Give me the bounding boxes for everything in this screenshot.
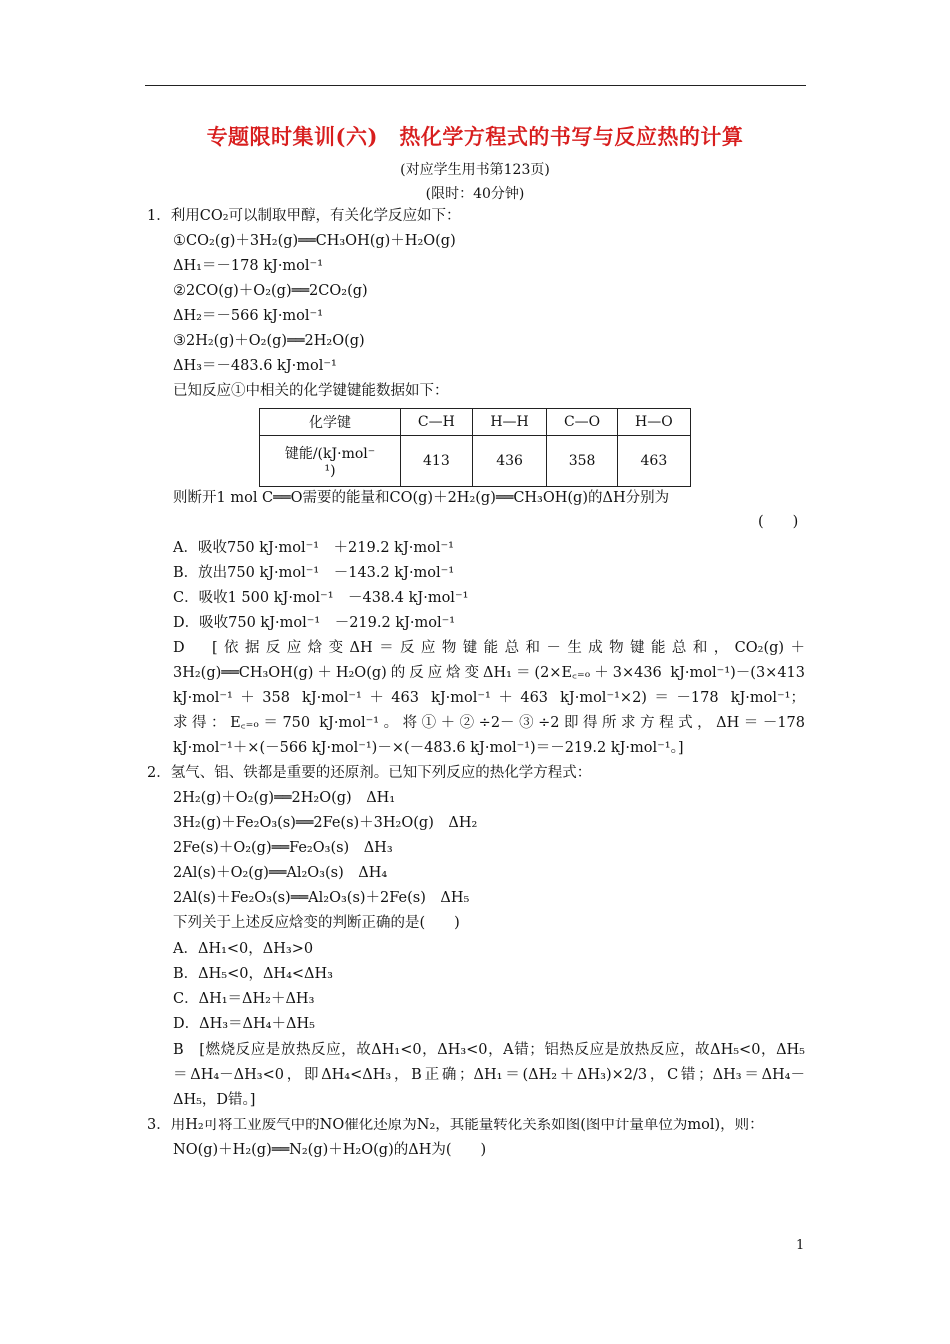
table-header-cell: H—H (472, 409, 547, 436)
q1-option-c: C．吸收1 500 kJ·mol⁻¹ －438.4 kJ·mol⁻¹ (173, 590, 469, 606)
q1-reaction-3: ③2H₂(g)＋O₂(g)══2H₂O(g) (173, 333, 365, 349)
bond-energy-table (259, 408, 691, 487)
q1-reaction-1: ①CO₂(g)＋3H₂(g)══CH₃OH(g)＋H₂O(g) (173, 233, 456, 249)
table-cell: 358 (547, 436, 617, 487)
book-reference: (对应学生用书第123页) (400, 162, 550, 178)
page-number: 1 (796, 1238, 805, 1253)
q1-solution-line: kJ·mol⁻¹＋358 kJ·mol⁻¹＋463 kJ·mol⁻¹＋463 kJ·mol⁻¹×2)＝－178 kJ·mol⁻¹； (173, 690, 805, 706)
q1-solution-line: 求得：E꜀₌ₒ＝750 kJ·mol⁻¹。将①＋②÷2－③÷2即得所求方程式，ΔH＝－178 (173, 715, 805, 731)
q1-enthalpy-1: ΔH₁＝－178 kJ·mol⁻¹ (173, 258, 324, 274)
q2-equation-2: 3H₂(g)＋Fe₂O₃(s)══2Fe(s)＋3H₂O(g) ΔH₂ (173, 815, 478, 831)
q1-question: 则断开1 mol C══O需要的能量和CO(g)＋2H₂(g)══CH₃OH(g)的ΔH分别为 (173, 490, 670, 506)
q1-option-b: B．放出750 kJ·mol⁻¹ －143.2 kJ·mol⁻¹ (173, 565, 455, 581)
table-cell: 463 (617, 436, 690, 487)
q1-answer-blank: ( ) (758, 514, 799, 530)
table-row-label (260, 436, 401, 487)
table-row-label-line2: ¹) (324, 463, 336, 479)
q1-stem: 1．利用CO₂可以制取甲醇，有关化学反应如下： (147, 208, 461, 224)
q3-question: NO(g)＋H₂(g)══N₂(g)＋H₂O(g)的ΔH为( ) (173, 1142, 487, 1158)
table-row-label-line1: 键能/(kJ·mol⁻ (284, 446, 376, 462)
q2-equation-5: 2Al(s)＋Fe₂O₃(s)══Al₂O₃(s)＋2Fe(s) ΔH₅ (173, 890, 470, 906)
q1-option-a: A．吸收750 kJ·mol⁻¹ ＋219.2 kJ·mol⁻¹ (173, 540, 454, 556)
q3-stem: 3．用H₂可将工业废气中的NO催化还原为N₂，其能量转化关系如图(图中计量单位为mol)，则： (147, 1118, 764, 1133)
q1-reaction-2: ②2CO(g)＋O₂(g)══2CO₂(g) (173, 283, 368, 299)
q2-equation-4: 2Al(s)＋O₂(g)══Al₂O₃(s) ΔH₄ (173, 865, 388, 881)
table-header-cell: C—O (547, 409, 617, 436)
table-header-cell: H—O (617, 409, 690, 436)
q1-table-intro: 已知反应①中相关的化学键键能数据如下： (173, 383, 449, 399)
q2-question: 下列关于上述反应焓变的判断正确的是( ) (173, 915, 460, 931)
q2-option-b: B．ΔH₅<0，ΔH₄<ΔH₃ (173, 966, 333, 982)
q1-enthalpy-3: ΔH₃＝－483.6 kJ·mol⁻¹ (173, 358, 337, 374)
page-title: 专题限时集训(六) 热化学方程式的书写与反应热的计算 (206, 124, 744, 149)
table-header-cell: C—H (401, 409, 473, 436)
q2-option-a: A．ΔH₁<0，ΔH₃>0 (173, 941, 314, 957)
q2-option-d: D．ΔH₃＝ΔH₄＋ΔH₅ (173, 1016, 315, 1032)
q2-solution-line: ΔH₅，D错。] (173, 1092, 256, 1108)
q1-solution-line: D [依据反应焓变ΔH＝反应物键能总和－生成物键能总和，CO₂(g)＋ (173, 640, 805, 656)
table-cell: 436 (472, 436, 547, 487)
table-header-cell: 化学键 (260, 409, 401, 436)
q2-stem: 2．氢气、铝、铁都是重要的还原剂。已知下列反应的热化学方程式： (147, 765, 592, 781)
q2-equation-1: 2H₂(g)＋O₂(g)══2H₂O(g) ΔH₁ (173, 790, 396, 806)
q2-equation-3: 2Fe(s)＋O₂(g)══Fe₂O₃(s) ΔH₃ (173, 840, 393, 856)
header-rule (145, 85, 806, 86)
q2-solution-line: B [燃烧反应是放热反应，故ΔH₁<0，ΔH₃<0，A错；铝热反应是放热反应，故ΔH₅<0，ΔH₅ (173, 1042, 805, 1058)
time-limit: (限时：40分钟) (425, 186, 525, 202)
q1-option-d: D．吸收750 kJ·mol⁻¹ －219.2 kJ·mol⁻¹ (173, 615, 456, 631)
q2-solution-line: ＝ΔH₄－ΔH₃<0，即ΔH₄<ΔH₃，B正确；ΔH₁＝(ΔH₂＋ΔH₃)×2/3，C错；ΔH₃＝ΔH₄－ (173, 1067, 805, 1083)
q2-option-c: C．ΔH₁＝ΔH₂＋ΔH₃ (173, 991, 315, 1007)
q1-enthalpy-2: ΔH₂＝－566 kJ·mol⁻¹ (173, 308, 324, 324)
table-cell: 413 (401, 436, 473, 487)
q1-solution-line: 3H₂(g)══CH₃OH(g)＋H₂O(g)的反应焓变ΔH₁＝(2×E꜀₌ₒ＋3×436 kJ·mol⁻¹)－(3×413 (173, 665, 805, 681)
q1-solution-line: kJ·mol⁻¹＋×(－566 kJ·mol⁻¹)－×(－483.6 kJ·mol⁻¹)＝－219.2 kJ·mol⁻¹。] (173, 740, 684, 756)
